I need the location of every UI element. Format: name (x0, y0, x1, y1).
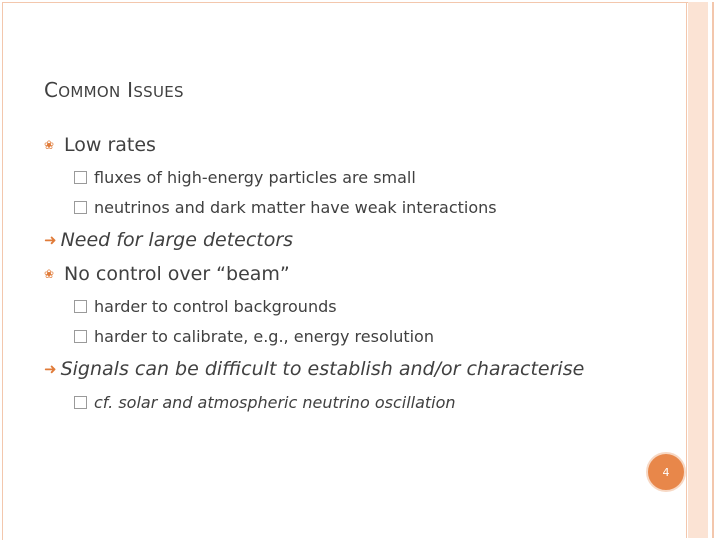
bullet-text: Low rates (64, 134, 156, 156)
sub-item-calibrate (74, 327, 434, 346)
sub-item-neutrinos (74, 198, 497, 217)
arrow-item-large-detectors (44, 229, 293, 251)
frame-top-line (2, 2, 692, 3)
arrow-item-signals (44, 358, 584, 380)
sun-bullet-icon: ❀ (44, 138, 55, 152)
sun-bullet-icon: ❀ (44, 267, 55, 281)
title-rest-1: OMMON (58, 83, 121, 101)
frame-left-line (2, 2, 3, 540)
right-arrow-icon: ➜ (44, 360, 57, 378)
square-bullet-icon (74, 201, 87, 214)
title-initial-1: C (44, 78, 59, 102)
square-bullet-icon (74, 171, 87, 184)
title-rest-2: SSUES (133, 83, 184, 101)
square-bullet-icon (74, 300, 87, 313)
right-arrow-icon: ➜ (44, 231, 57, 249)
frame-right-band (688, 2, 708, 538)
sub-item-fluxes (74, 168, 416, 187)
sub-text: harder to control backgrounds (94, 297, 337, 316)
bullet-item-no-control (44, 263, 290, 285)
title-initial-2: I (127, 78, 134, 102)
bullet-item-low-rates (44, 134, 156, 156)
frame-right-edge-line (712, 2, 714, 538)
sub-text: neutrinos and dark matter have weak interactions (94, 198, 497, 217)
sub-text: harder to calibrate, e.g., energy resolution (94, 327, 434, 346)
page-number-badge (646, 452, 686, 492)
frame-right-line (686, 2, 687, 538)
slide-title (44, 78, 184, 102)
arrow-text: Signals can be difficult to establish and/or characterise (60, 358, 585, 380)
sub-text: fluxes of high-energy particles are small (94, 168, 416, 187)
arrow-text: Need for large detectors (60, 229, 294, 251)
square-bullet-icon (74, 330, 87, 343)
sub-item-cf-solar (74, 393, 456, 412)
sub-text: cf. solar and atmospheric neutrino oscillation (94, 393, 456, 412)
page-number: 4 (662, 465, 670, 479)
bullet-text: No control over “beam” (64, 263, 290, 285)
square-bullet-icon (74, 396, 87, 409)
sub-item-backgrounds (74, 297, 337, 316)
